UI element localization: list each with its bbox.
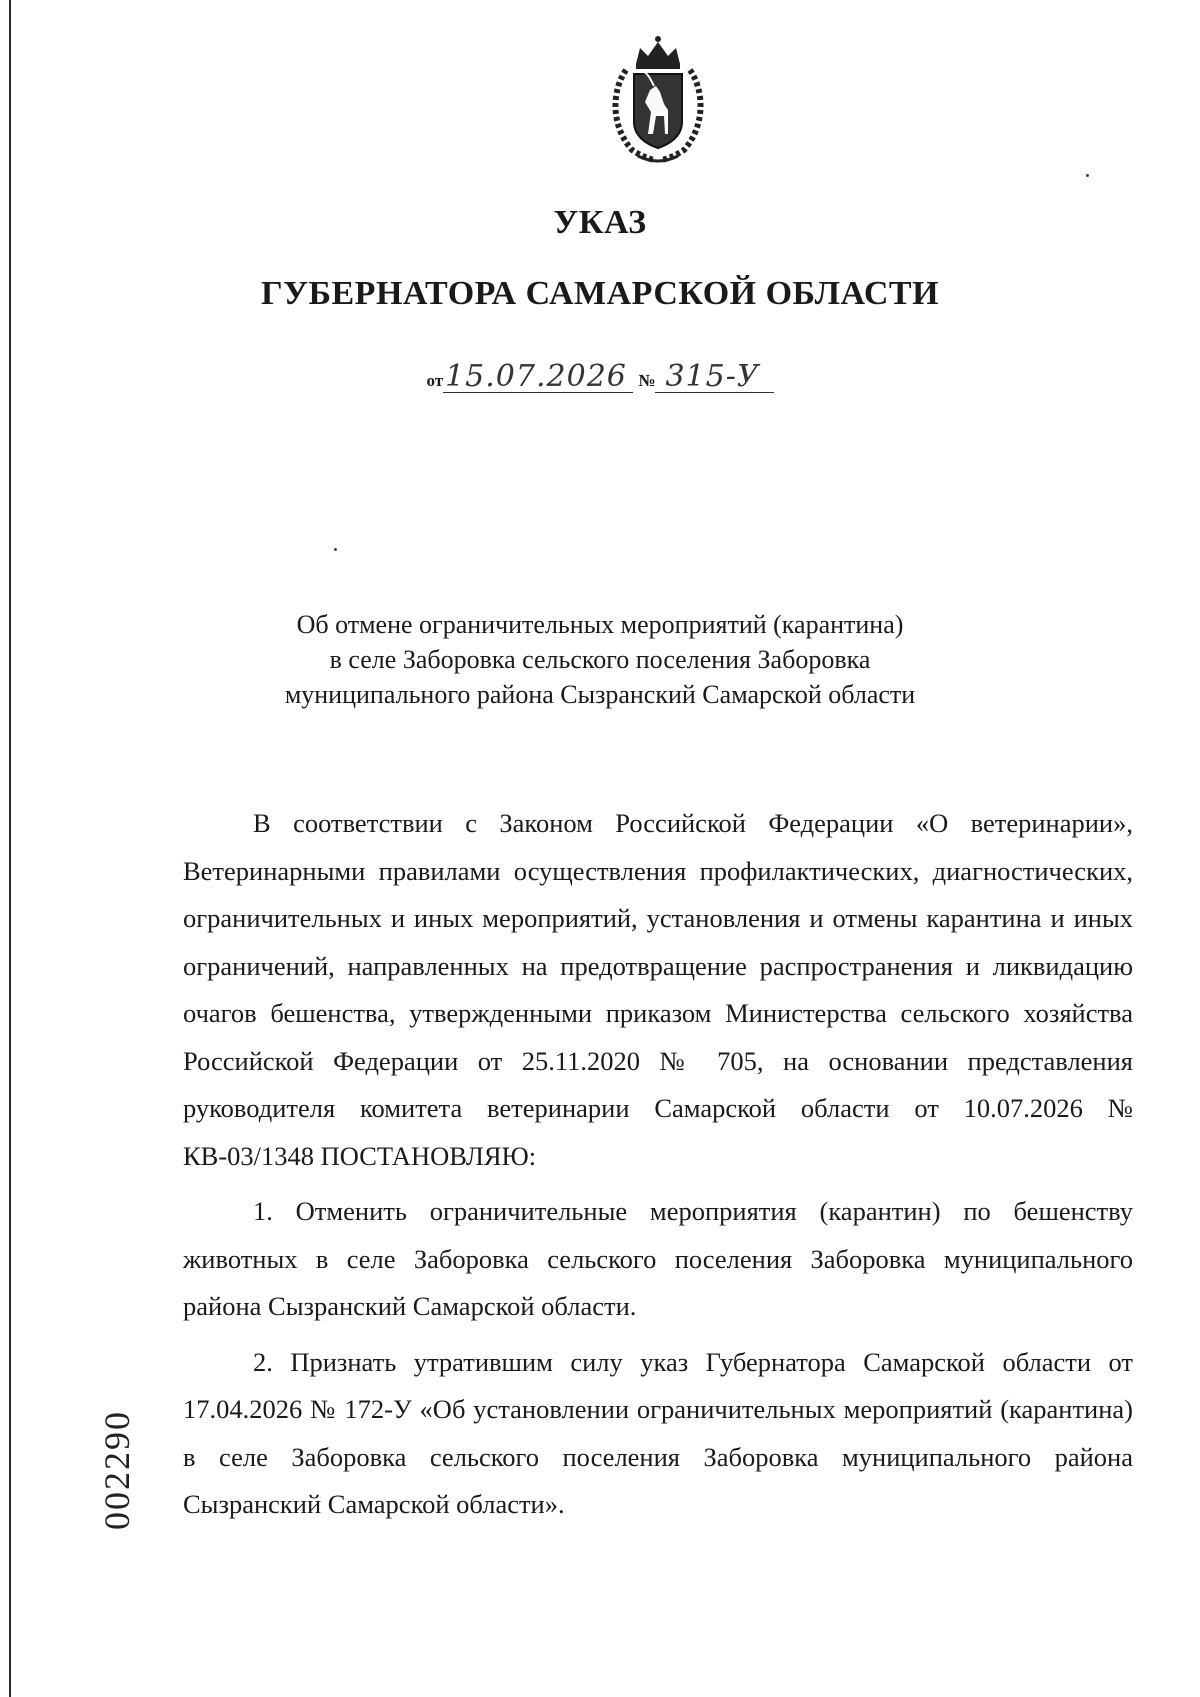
decree-subject xyxy=(0,607,1200,712)
date-number-line xyxy=(0,359,1200,394)
handwritten-number: 315-У xyxy=(655,362,773,393)
subject-line: Об отмене ограничительных мероприятий (карантина) xyxy=(296,610,904,639)
clause-2-paragraph: 2. Признать утратившим силу указ Губернатора Самарской области от 17.04.2026 № 172-У «Об установлении ограничительных мероприятий (карантина) в селе Заборовка сельского поселения Заборовка муниципального района Сызранский Самарской области». xyxy=(183,1346,1133,1519)
subject-line: в селе Заборовка сельского поселения Заборовка xyxy=(329,645,871,674)
issuer-title: ГУБЕРНАТОРА САМАРСКОЙ ОБЛАСТИ xyxy=(260,275,940,312)
preamble-paragraph: В соответствии с Законом Российской Федерации «О ветеринарии», Ветеринарными правилами осуществления профилактических, диагностических, ограничительных и иных мероприятий, установления и отмены карантина и иных ограничений, направленных на предотвращение распространения и ликвидацию очагов бешенства, утвержденными приказом Министерства сельского хозяйства Российской Федерации от 25.11.2020 № 705, на основании представления руководителя комитета ветеринарии Самарской области от 10.07.2026 № КВ-03/1348 ПОСТАНОВЛЯЮ: xyxy=(183,808,1133,1171)
date-prefix: от xyxy=(426,371,444,390)
scan-speck xyxy=(334,548,337,551)
scan-speck xyxy=(1086,174,1089,177)
samara-coat-of-arms-icon xyxy=(598,30,718,165)
handwritten-date: 15.07.2026 xyxy=(443,362,633,393)
serial-number-stamp: 002290 xyxy=(97,1410,137,1530)
number-prefix: № xyxy=(638,371,656,390)
document-type-title: УКАЗ xyxy=(553,204,647,241)
clause-1-paragraph: 1. Отменить ограничительные мероприятия (карантин) по бешенству животных в селе Заборовка сельского поселения Заборовка муниципального района Сызранский Самарской области. xyxy=(183,1196,1133,1321)
subject-line: муниципального района Сызранский Самарской области xyxy=(284,680,916,709)
decree-body xyxy=(183,800,1133,1529)
page-edge-line xyxy=(9,0,11,1697)
